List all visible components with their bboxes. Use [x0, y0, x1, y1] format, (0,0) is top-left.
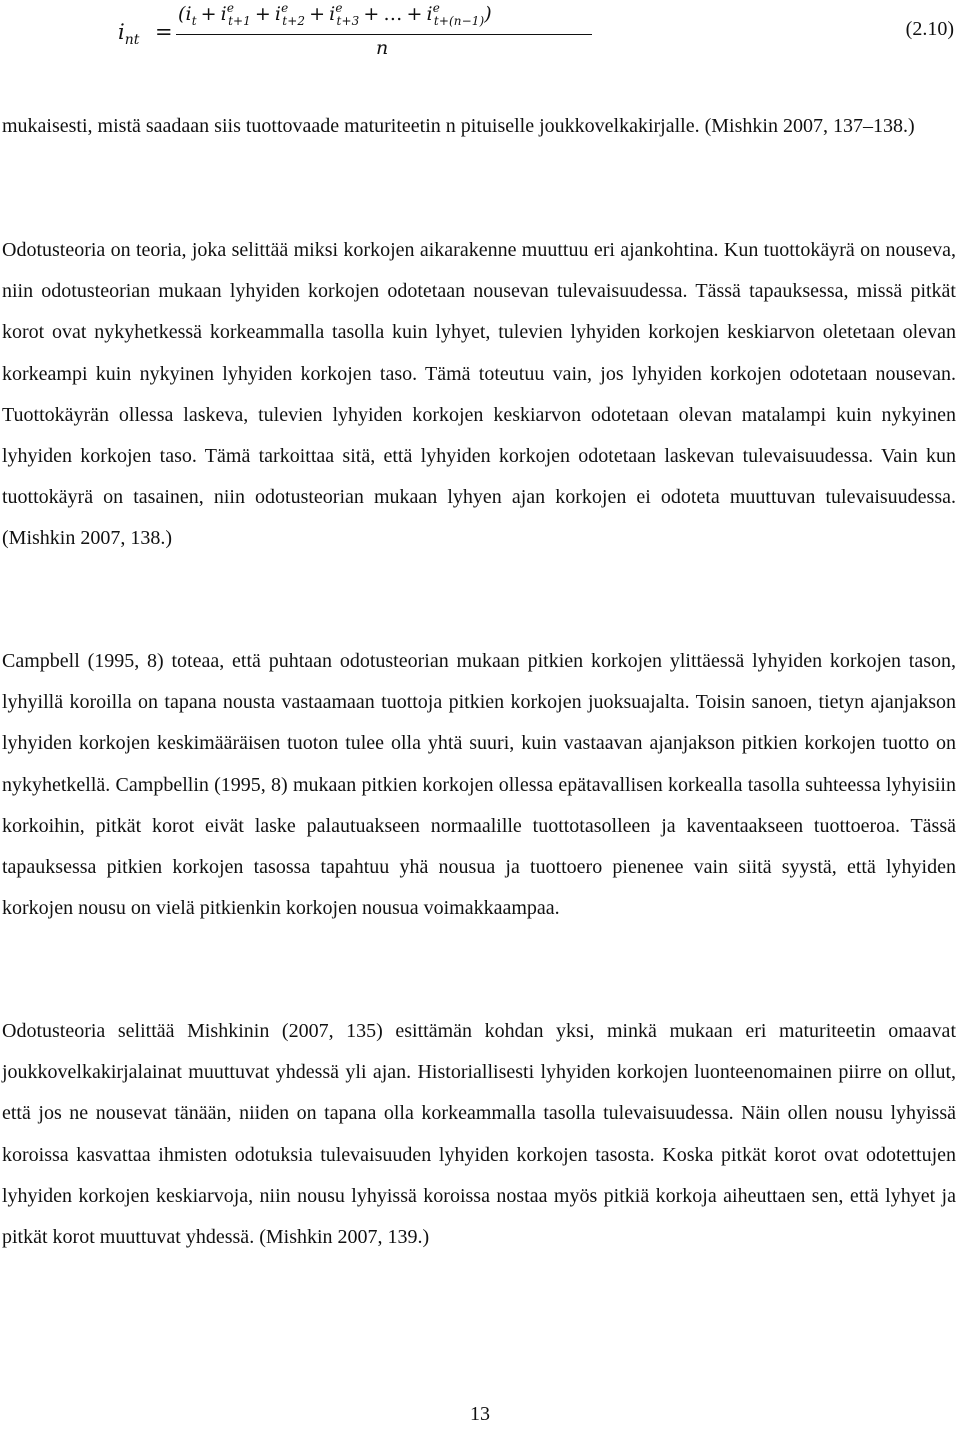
paragraph-2: Odotusteoria on teoria, joka selittää miksi korkojen aikarakenne muuttuu eri ajankohtina. Kun tuottokäyrä on nouseva, niin odotusteorian mukaan lyhyiden korkojen odotetaan nousevan tulevaisuudessa. Tässä tapauksessa, missä pitkät korot ovat nykyhetkessä korkeammalla tasolla kuin lyhyet, tulevien lyhyiden korkojen keskiarvon oletetaan olevan korkeampi kuin nykyinen lyhyiden korkojen taso. Tämä toteutuu vain, jos lyhyiden korkojen odotetaan nousevan. Tuottokäyrän ollessa laskeva, tulevien lyhyiden korkojen keskiarvon odotetaan olevan matalampi kuin nykyinen lyhyiden korkojen taso. Tämä tarkoittaa sitä, että lyhyiden korkojen odotetaan laskevan tulevaisuudessa. Vain kun tuottokäyrä on tasainen, niin odotusteorian mukaan lyhyen ajan korkojen ei odoteta muuttuvan tulevaisuudessa. (Mishkin 2007, 138.)	[2, 239, 956, 550]
equation-numerator: ($i_t + i^e_{t+1} + i^e_{t+2} + i^e_{t+3}$ + … + $i^e_{t+(n-1)}$)	[178, 1, 492, 28]
equation-lhs: $i_{nt}$	[118, 20, 140, 48]
paragraph-3: Campbell (1995, 8) toteaa, että puhtaan odotusteorian mukaan pitkien korkojen ylittäessä lyhyiden korkojen tason, lyhyillä koroilla on tapana nousta vastaamaan tuottoja pitkien korkojen juoksuajalta. Toisin sanoen, tietyn ajanjakson lyhyiden korkojen keskimääräisen tuoton tulee olla yhtä suuri, kuin vastaavan ajanjakson pitkien korkojen tuotto on nykyhetkellä. Campbellin (1995, 8) mukaan pitkien korkojen ollessa epätavallisen korkealla tasolla suhteessa lyhyisiin korkoihin, pitkät korot eivät laske palautuakseen normaalille tuottotasolleen ja kaventaakseen tuottoeroa. Tässä tapauksessa pitkien korkojen tasossa tapahtuu yhä nousua ja tuottoero pienenee vain siitä syystä, että lyhyiden korkojen nousu on vielä pitkienkin korkojen nousua voimakkaampaa.	[2, 650, 956, 920]
equation-number: (2.10)	[905, 18, 954, 40]
equation-denominator: n	[376, 37, 389, 59]
paragraph-1: mukaisesti, mistä saadaan siis tuottovaade maturiteetin n pituiselle joukkovelkakirjalle. (Mishkin 2007, 137–138.)	[2, 115, 915, 137]
equation-equals-sign: =	[155, 20, 173, 44]
equation-2-10	[118, 0, 960, 64]
equation-fraction	[176, 0, 592, 64]
page-number: 13	[470, 1403, 490, 1425]
paragraph-4: Odotusteoria selittää Mishkinin (2007, 135) esittämän kohdan yksi, minkä mukaan eri maturiteetin omaavat joukkovelkakirjalainat muuttuvat yhdessä yli ajan. Historiallisesti lyhyiden korkojen luonteenomainen piirre on ollut, että jos ne nousevat tänään, niiden on tapana olla korkeammalla tasolla tulevaisuudessa. Näin ollen nousu lyhyissä koroissa kasvattaa ihmisten odotuksia tulevaisuuden lyhyiden korkojen tasosta. Koska pitkät korot ovat odotettujen lyhyiden korkojen keskiarvoja, niin nousu lyhyissä koroissa nostaa myös pitkiä korkoja aiheuttaen sen, että lyhyet ja pitkät korot muuttuvat yhdessä. (Mishkin 2007, 139.)	[2, 1020, 956, 1249]
equation-fraction-bar	[176, 34, 592, 35]
